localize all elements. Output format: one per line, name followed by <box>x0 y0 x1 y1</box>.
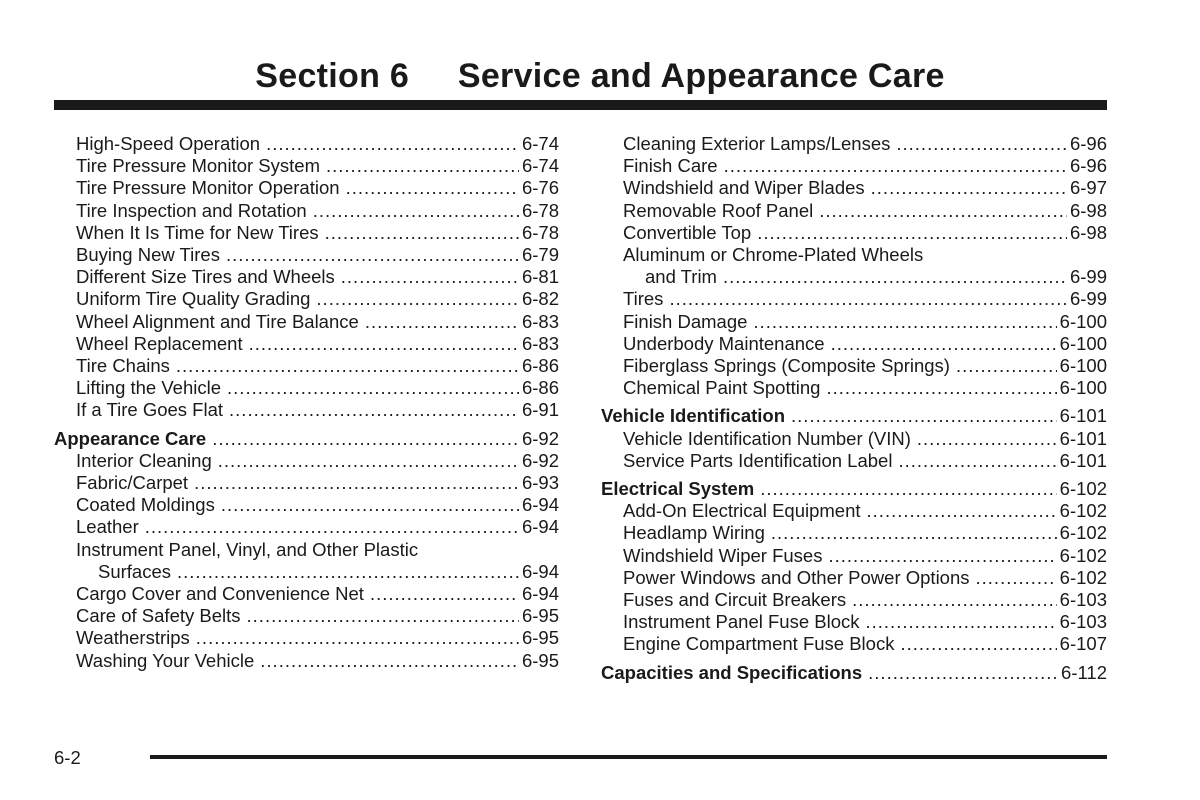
toc-entry-page: 6-94 <box>521 516 559 538</box>
toc-entry <box>601 222 1107 244</box>
toc-entry-title: Windshield Wiper Fuses <box>623 544 823 566</box>
toc-entry-title: Wheel Alignment and Tire Balance <box>76 310 359 332</box>
dot-leader <box>753 311 1056 333</box>
dot-leader <box>266 133 519 155</box>
dot-leader <box>867 500 1057 522</box>
toc-entry-page: 6-107 <box>1059 633 1107 655</box>
toc-entry <box>54 605 559 627</box>
toc-section-heading <box>601 405 1107 427</box>
page-title: Section 6 Service and Appearance Care <box>255 57 945 95</box>
toc-entry-title: Fuses and Circuit Breakers <box>623 589 847 611</box>
toc-entry-page: 6-102 <box>1059 522 1107 544</box>
toc-entry <box>601 567 1107 589</box>
dot-leader <box>196 627 519 649</box>
toc-entry <box>601 333 1107 355</box>
toc-entry-page: 6-95 <box>521 649 559 671</box>
toc-entry <box>54 177 559 199</box>
toc-entry <box>601 611 1107 633</box>
toc-entry-title: Electrical System <box>601 478 755 500</box>
toc-entry-page: 6-112 <box>1061 661 1107 683</box>
dot-leader <box>346 177 519 199</box>
dot-leader <box>341 266 519 288</box>
toc-entry <box>601 266 1107 288</box>
dot-leader <box>227 377 519 399</box>
toc-entry-page: 6-103 <box>1059 611 1107 633</box>
toc-entry-page: 6-102 <box>1059 566 1107 588</box>
toc-entry-page: 6-86 <box>521 355 559 377</box>
toc-entry-wrapped-line: Instrument Panel, Vinyl, and Other Plastic <box>76 538 419 560</box>
toc-entry-page: 6-95 <box>521 605 559 627</box>
toc-entry-title: Wheel Replacement <box>76 332 243 354</box>
toc-entry-title: Tire Chains <box>76 355 170 377</box>
toc-entry-title: Vehicle Identification <box>601 405 786 427</box>
dot-leader <box>313 200 519 222</box>
toc-entry-title: Different Size Tires and Wheels <box>76 266 335 288</box>
toc-entry-page: 6-79 <box>521 244 559 266</box>
toc-entry-page: 6-76 <box>521 177 559 199</box>
toc-entry-page: 6-102 <box>1059 478 1107 500</box>
toc-entry <box>54 222 559 244</box>
toc-entry <box>601 377 1107 399</box>
toc-entry <box>601 545 1107 567</box>
toc-entry-page: 6-101 <box>1059 405 1107 427</box>
toc-entry <box>54 311 559 333</box>
toc-entry <box>601 522 1107 544</box>
toc-entry-title: Coated Moldings <box>76 494 215 516</box>
toc-entry-page: 6-100 <box>1059 377 1107 399</box>
toc-entry <box>601 288 1107 310</box>
toc-entry <box>54 583 559 605</box>
toc-entry-page: 6-94 <box>521 560 559 582</box>
dot-leader <box>177 561 519 583</box>
toc-entry <box>601 200 1107 222</box>
toc-entry-page: 6-94 <box>521 583 559 605</box>
toc-entry-title: Fiberglass Springs (Composite Springs) <box>623 355 950 377</box>
dot-leader <box>896 133 1067 155</box>
dot-leader <box>194 472 519 494</box>
toc-entry-title: Add-On Electrical Equipment <box>623 500 861 522</box>
toc-entry <box>54 288 559 310</box>
page-number: 6-2 <box>54 747 81 768</box>
dot-leader <box>229 399 519 421</box>
toc-entry <box>601 450 1107 472</box>
toc-entry <box>601 500 1107 522</box>
toc-entry <box>601 155 1107 177</box>
toc-entry <box>601 133 1107 155</box>
dot-leader <box>868 662 1058 684</box>
toc-entry-title: Tire Inspection and Rotation <box>76 199 307 221</box>
toc-entry-title: Headlamp Wiring <box>623 522 765 544</box>
toc-entry-page: 6-100 <box>1059 310 1107 332</box>
toc-entry-title: Engine Compartment Fuse Block <box>623 633 895 655</box>
toc-entry <box>54 627 559 649</box>
toc-entry-title: Tire Pressure Monitor Operation <box>76 177 340 199</box>
dot-leader <box>771 522 1057 544</box>
dot-leader <box>852 589 1057 611</box>
toc-entry-page: 6-78 <box>521 221 559 243</box>
dot-leader <box>760 478 1056 500</box>
toc-entry-title: Buying New Tires <box>76 244 220 266</box>
dot-leader <box>145 516 519 538</box>
toc-entry <box>54 244 559 266</box>
toc-entry-page: 6-98 <box>1069 199 1107 221</box>
toc-entry-title: Underbody Maintenance <box>623 332 825 354</box>
dot-leader <box>757 222 1067 244</box>
toc-entry-title: Tires <box>623 288 664 310</box>
toc-entry-page: 6-103 <box>1059 589 1107 611</box>
toc-entry-page: 6-74 <box>521 155 559 177</box>
toc-entry <box>54 333 559 355</box>
toc-entry-title: Instrument Panel Fuse Block <box>623 611 860 633</box>
toc-entry-title: Power Windows and Other Power Options <box>623 566 970 588</box>
toc-entry-title: Cleaning Exterior Lamps/Lenses <box>623 133 891 154</box>
toc-entry-wrapped-line: Aluminum or Chrome-Plated Wheels <box>623 244 924 266</box>
footer-rule <box>150 755 1107 759</box>
toc-entry-page: 6-100 <box>1059 332 1107 354</box>
toc-entry-page: 6-83 <box>521 332 559 354</box>
toc-entry-page: 6-92 <box>521 449 559 471</box>
toc-entry <box>54 516 559 538</box>
toc-entry-title: Cargo Cover and Convenience Net <box>76 583 364 605</box>
toc-entry-page: 6-81 <box>521 266 559 288</box>
toc-entry-title: Finish Damage <box>623 310 748 332</box>
dot-leader <box>900 633 1056 655</box>
toc-entry-page: 6-100 <box>1059 355 1107 377</box>
dot-leader <box>826 377 1056 399</box>
toc-entry-title: Care of Safety Belts <box>76 605 241 627</box>
toc-entry-title: Convertible Top <box>623 221 752 243</box>
toc-entry-page: 6-98 <box>1069 221 1107 243</box>
toc-entry <box>54 200 559 222</box>
toc-entry <box>54 650 559 672</box>
toc-entry-title: Fabric/Carpet <box>76 472 189 494</box>
toc-entry-page: 6-94 <box>521 494 559 516</box>
dot-leader <box>976 567 1057 589</box>
toc-left-column <box>54 133 559 672</box>
dot-leader <box>956 355 1057 377</box>
dot-leader <box>866 611 1057 633</box>
toc-entry-page: 6-83 <box>521 310 559 332</box>
dot-leader <box>226 244 519 266</box>
dot-leader <box>828 545 1056 567</box>
toc-entry <box>54 377 559 399</box>
dot-leader <box>819 200 1067 222</box>
dot-leader <box>316 288 519 310</box>
toc-right-column <box>601 133 1107 684</box>
dot-leader <box>221 494 519 516</box>
toc-entry <box>54 399 559 421</box>
toc-entry-title: Service Parts Identification Label <box>623 449 893 471</box>
dot-leader <box>365 311 519 333</box>
toc-entry <box>54 494 559 516</box>
dot-leader <box>326 155 519 177</box>
toc-entry <box>54 355 559 377</box>
dot-leader <box>260 650 519 672</box>
dot-leader <box>723 266 1067 288</box>
toc-entry <box>601 177 1107 199</box>
toc-entry-title: Finish Care <box>623 155 718 177</box>
toc-entry-page: 6-101 <box>1059 449 1107 471</box>
toc-entry-page: 6-102 <box>1059 500 1107 522</box>
dot-leader <box>176 355 519 377</box>
dot-leader <box>249 333 519 355</box>
toc-entry-title: Uniform Tire Quality Grading <box>76 288 311 310</box>
toc-entry <box>601 428 1107 450</box>
toc-entry <box>54 472 559 494</box>
toc-entry-title: Capacities and Specifications <box>601 661 863 683</box>
toc-entry-title: and Trim <box>645 266 717 288</box>
toc-section-heading <box>54 428 559 450</box>
toc-entry <box>601 589 1107 611</box>
toc-entry <box>54 155 559 177</box>
toc-entry-title: Lifting the Vehicle <box>76 377 222 399</box>
toc-entry-title: Windshield and Wiper Blades <box>623 177 865 199</box>
dot-leader <box>917 428 1057 450</box>
toc-entry-page: 6-74 <box>521 133 559 154</box>
toc-entry <box>54 266 559 288</box>
dot-leader <box>871 177 1067 199</box>
dot-leader <box>898 450 1056 472</box>
toc-entry-page: 6-86 <box>521 377 559 399</box>
toc-entry-page: 6-97 <box>1069 177 1107 199</box>
dot-leader <box>831 333 1057 355</box>
toc-entry-title: Washing Your Vehicle <box>76 649 255 671</box>
toc-entry-page: 6-82 <box>521 288 559 310</box>
toc-entry-title: When It Is Time for New Tires <box>76 221 319 243</box>
dot-leader <box>212 428 519 450</box>
toc-entry-title: Weatherstrips <box>76 627 190 649</box>
toc-entry-title: High-Speed Operation <box>76 133 261 154</box>
toc-entry-title: Chemical Paint Spotting <box>623 377 821 399</box>
toc-entry-page: 6-91 <box>521 399 559 421</box>
dot-leader <box>325 222 519 244</box>
dot-leader <box>724 155 1067 177</box>
toc-entry-page: 6-99 <box>1069 288 1107 310</box>
toc-entry-title: Interior Cleaning <box>76 449 212 471</box>
toc-entry-page: 6-101 <box>1059 427 1107 449</box>
title-rule <box>54 100 1107 110</box>
toc-entry <box>54 450 559 472</box>
toc-entry-title: If a Tire Goes Flat <box>76 399 224 421</box>
toc-entry-page: 6-92 <box>521 427 559 449</box>
toc-entry-title: Tire Pressure Monitor System <box>76 155 320 177</box>
toc-entry-page: 6-93 <box>521 472 559 494</box>
toc-section-heading <box>601 478 1107 500</box>
toc-entry-title: Vehicle Identification Number (VIN) <box>623 427 911 449</box>
toc-section-heading <box>601 662 1107 684</box>
toc-entry-page: 6-99 <box>1069 266 1107 288</box>
dot-leader <box>247 605 519 627</box>
toc-entry-title: Appearance Care <box>54 427 207 449</box>
dot-leader <box>669 288 1067 310</box>
toc-entry-title: Surfaces <box>98 560 172 582</box>
toc-entry <box>601 633 1107 655</box>
toc-entry-title: Leather <box>76 516 139 538</box>
dot-leader <box>370 583 519 605</box>
toc-entry-page: 6-102 <box>1059 544 1107 566</box>
toc-entry <box>54 133 559 155</box>
toc-entry <box>54 561 559 583</box>
toc-entry-title: Removable Roof Panel <box>623 199 814 221</box>
toc-entry-page: 6-96 <box>1069 133 1107 154</box>
toc-entry <box>601 355 1107 377</box>
toc-entry-page: 6-95 <box>521 627 559 649</box>
dot-leader <box>218 450 519 472</box>
toc-entry-page: 6-78 <box>521 199 559 221</box>
toc-entry-page: 6-96 <box>1069 155 1107 177</box>
toc-entry <box>601 311 1107 333</box>
dot-leader <box>791 405 1057 427</box>
